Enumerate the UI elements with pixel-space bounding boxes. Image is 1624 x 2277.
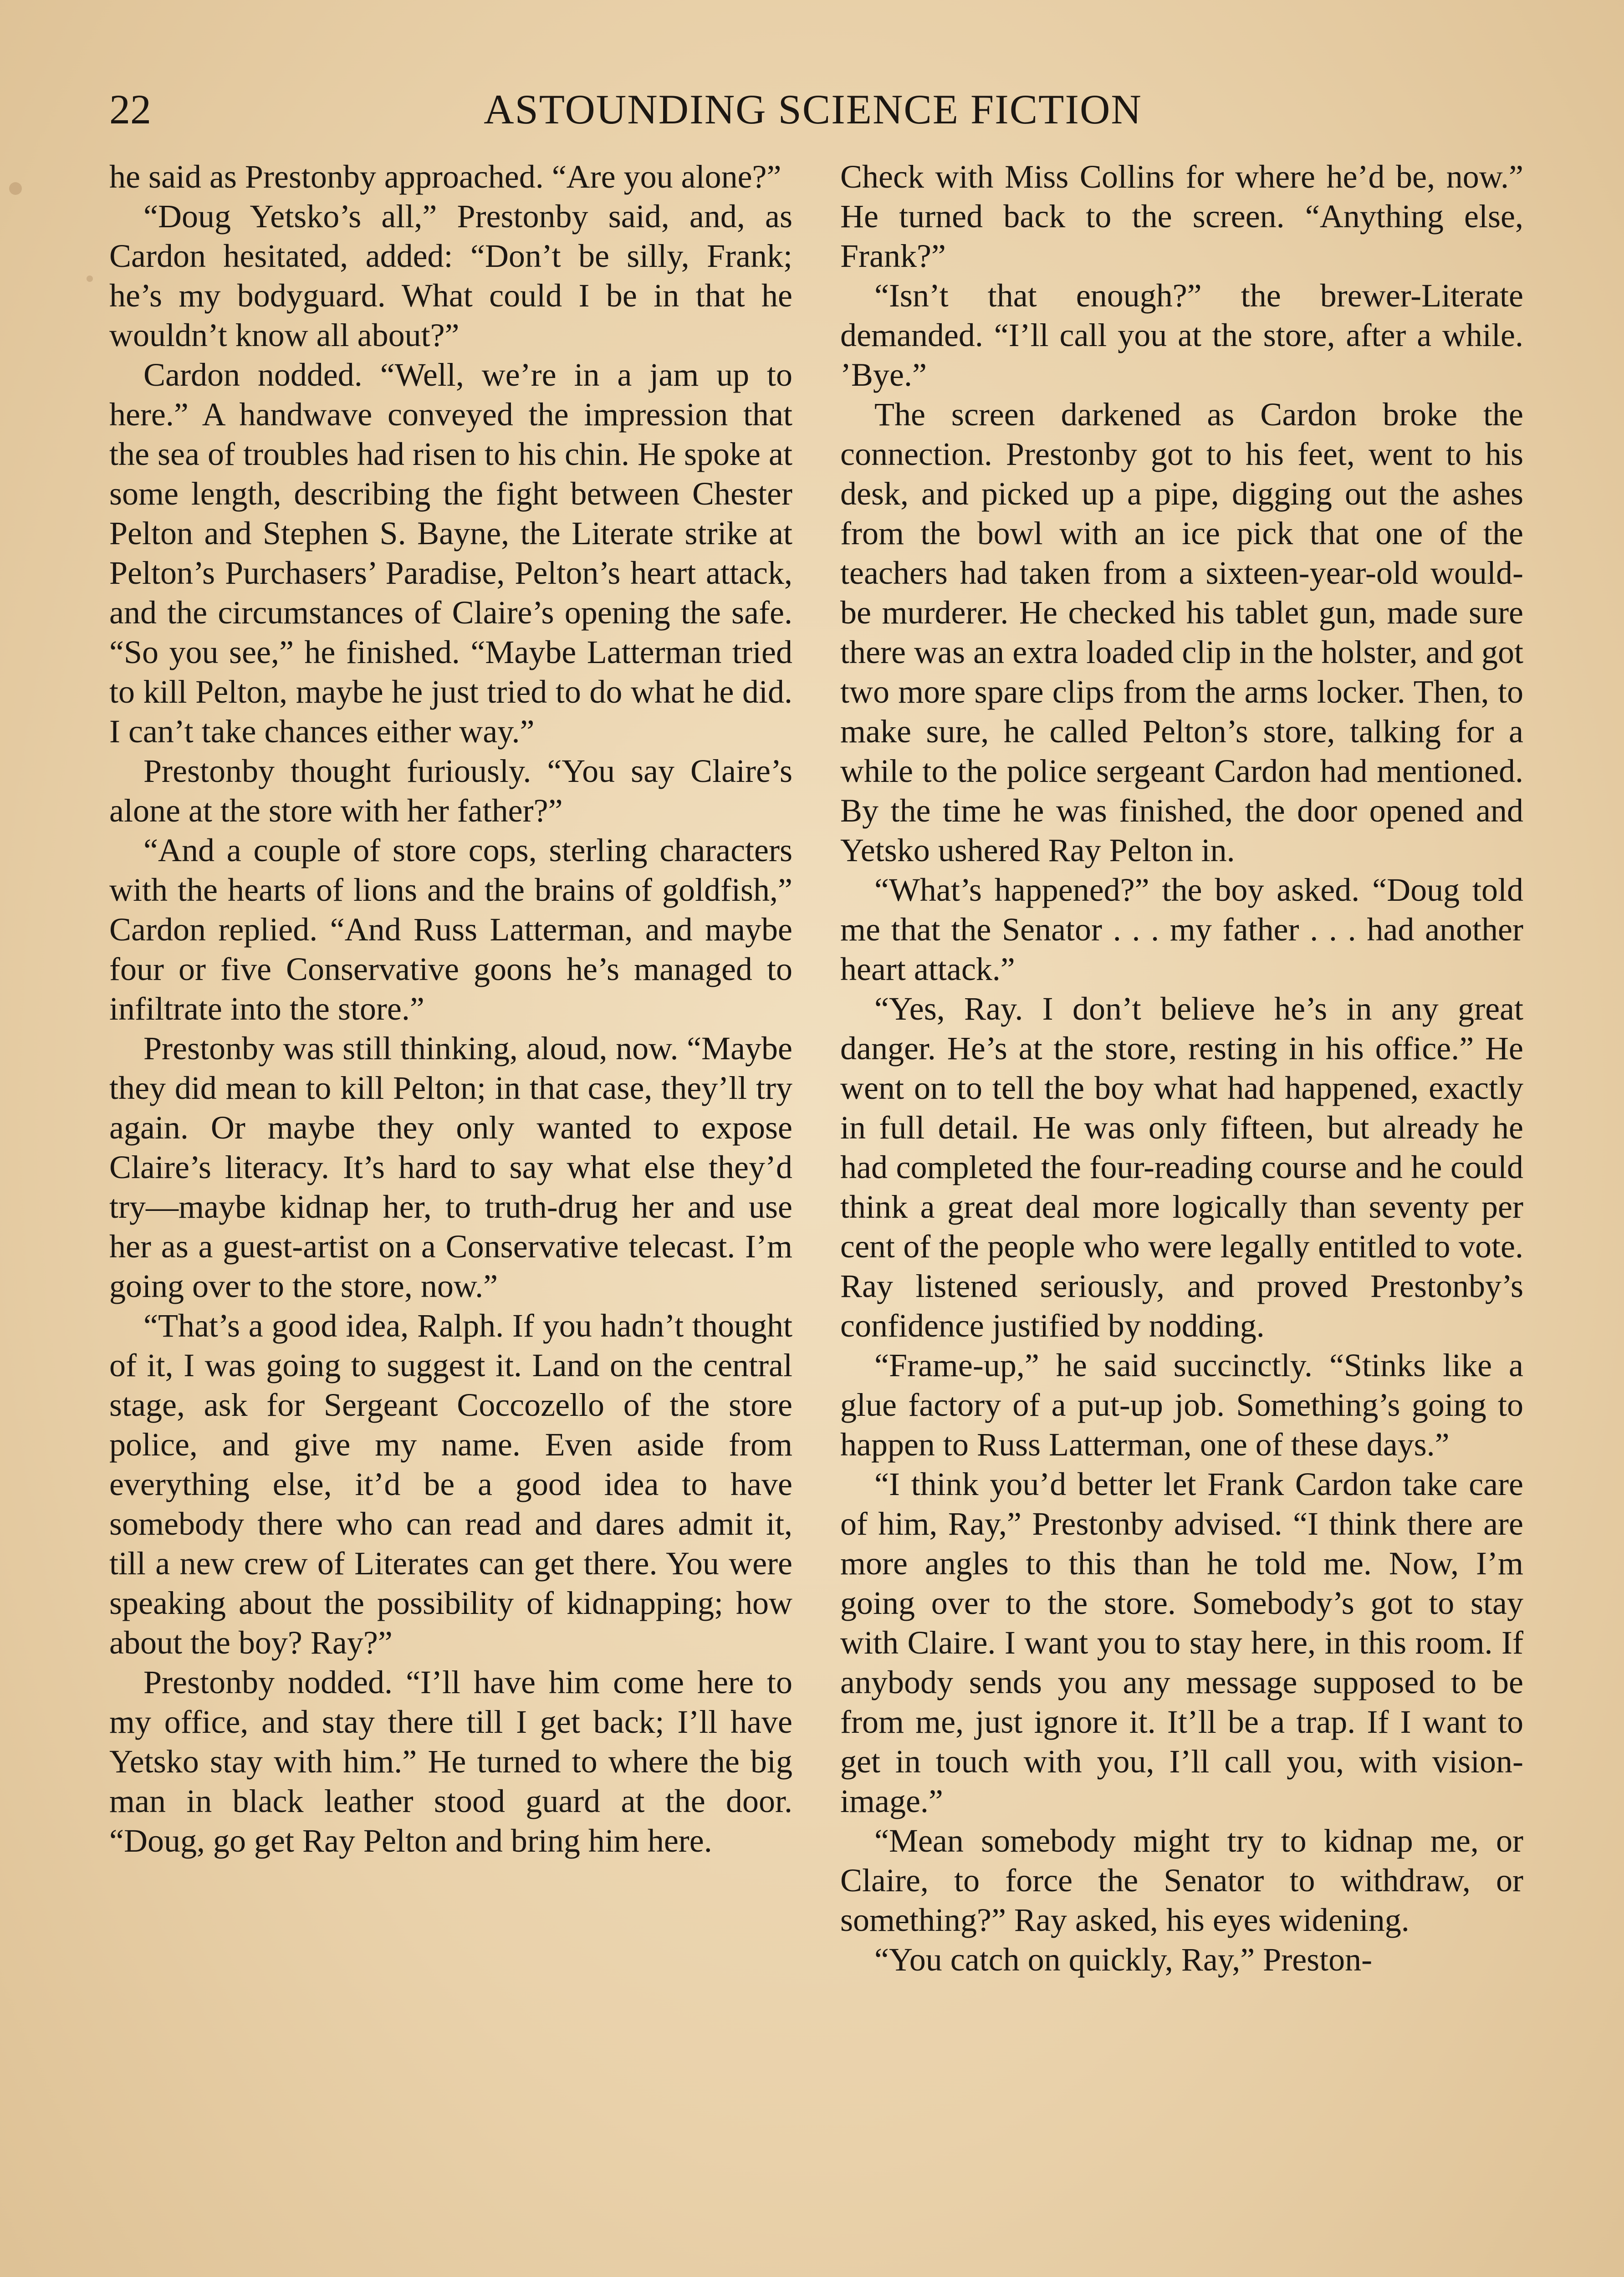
paragraph: Prestonby nodded. “I’ll have him come here to my office, and stay there till I get back; I’ll have Yetsko stay with him.” He turned to where the big man in black leather stood guard at the door. “Doug, go get Ray Pelton and bring him here. (109, 1664, 792, 1859)
paragraph: “Yes, Ray. I don’t believe he’s in any great danger. He’s at the store, resting in his office.” He went on to tell the boy what had happened, exactly in full detail. He was only fifteen, but already he had completed the four-reading course and he could think a great deal more logically than seventy per cent of the people who were legally entitled to vote. Ray listened seriously, and proved Prestonby’s confidence justified by nodding. (840, 990, 1523, 1344)
paragraph: “That’s a good idea, Ralph. If you hadn’t thought of it, I was going to suggest it. Land on the central stage, ask for Sergeant Coccozello of the store police, and give my name. Even aside from everything else, it’d be a good idea to have somebody there who can read and dares admit it, till a new crew of Literates can get there. You were speaking about the possibility of kidnapping; how about the boy? Ray?” (109, 1307, 792, 1661)
paragraph: “Mean somebody might try to kidnap me, or Claire, to force the Senator to withdraw, or something?” Ray asked, his eyes widening. (840, 1823, 1523, 1938)
paragraph: The screen darkened as Cardon broke the connection. Prestonby got to his feet, went to his desk, and picked up a pipe, digging out the ashes from the bowl with an ice pick that one of the teachers had taken from a sixteen-year-old would-be murderer. He checked his tablet gun, made sure there was an extra loaded clip in the holster, and got two more spare clips from the arms locker. Then, to make sure, he called Pelton’s store, talking for a while to the police sergeant Cardon had mentioned. By the time he was finished, the door opened and Yetsko ushered Ray Pelton in. (840, 396, 1523, 868)
paragraph: “And a couple of store cops, sterling characters with the hearts of lions and the brains of goldfish,” Cardon replied. “And Russ Latterman, and maybe four or five Conservative goons he’s managed to infiltrate into the store.” (109, 832, 792, 1027)
left-column (109, 157, 792, 1861)
running-title: ASTOUNDING SCIENCE FICTION (484, 86, 1142, 133)
paper-stain (9, 182, 22, 195)
paragraph: Prestonby thought furiously. “You say Claire’s alone at the store with her father?” (109, 753, 792, 829)
paragraph: Check with Miss Collins for where he’d be, now.” He turned back to the screen. “Anything else, Frank?” (840, 158, 1523, 274)
paragraph: “Frame-up,” he said succinctly. “Stinks like a glue factory of a put-up job. Something’s going to happen to Russ Latterman, one of these days.” (840, 1347, 1523, 1463)
paper-stain (87, 276, 93, 282)
paragraph: Cardon nodded. “Well, we’re in a jam up to here.” A handwave conveyed the impression that the sea of troubles had risen to his chin. He spoke at some length, describing the fight between Chester Pelton and Stephen S. Bayne, the Literate strike at Pelton’s Purchasers’ Paradise, Pelton’s heart attack, and the circumstances of Claire’s opening the safe. “So you see,” he finished. “Maybe Latterman tried to kill Pelton, maybe he just tried to do what he did. I can’t take chances either way.” (109, 357, 792, 750)
paragraph: Prestonby was still thinking, aloud, now. “Maybe they did mean to kill Pelton; in that case, they’ll try again. Or maybe they only wanted to expose Claire’s literacy. It’s hard to say what else they’d try—maybe kidnap her, to truth-drug her and use her as a guest-artist on a Conservative telecast. I’m going over to the store, now.” (109, 1030, 792, 1304)
paragraph: “Doug Yetsko’s all,” Prestonby said, and, as Cardon hesitated, added: “Don’t be silly, Frank; he’s my bodyguard. What could I be in that he wouldn’t know all about?” (109, 198, 792, 353)
paragraph: he said as Prestonby approached. “Are you alone?” (109, 158, 781, 195)
right-column (840, 157, 1523, 1980)
paragraph: “You catch on quickly, Ray,” Preston- (874, 1941, 1373, 1978)
page-number: 22 (109, 86, 151, 133)
paragraph: “Isn’t that enough?” the brewer-Literate demanded. “I’ll call you at the store, after a while. ’Bye.” (840, 277, 1523, 393)
paragraph: “What’s happened?” the boy asked. “Doug told me that the Senator . . . my father . . . had another heart attack.” (840, 872, 1523, 987)
page-header (109, 84, 1517, 143)
paragraph: “I think you’d better let Frank Cardon take care of him, Ray,” Prestonby advised. “I think there are more angles to this than he told me. Now, I’m going over to the store. Somebody’s got to stay with Claire. I want you to stay here, in this room. If anybody sends you any message supposed to be from me, just ignore it. It’ll be a trap. If I want to get in touch with you, I’ll call you, with vision-image.” (840, 1466, 1523, 1819)
